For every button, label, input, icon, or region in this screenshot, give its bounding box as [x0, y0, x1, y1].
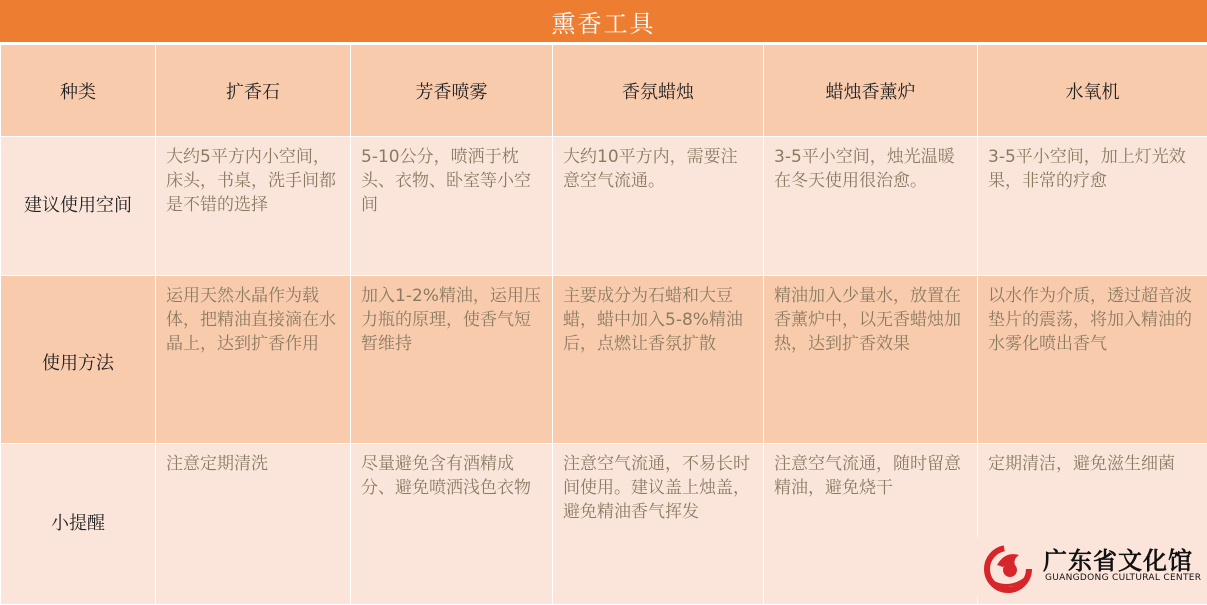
header-cell-tool: 香氛蜡烛: [553, 45, 764, 137]
logo-name-cn: 广东省文化馆: [1043, 541, 1193, 576]
header-cell-tool: 水氧机: [978, 45, 1207, 137]
table-row: [1, 276, 1207, 444]
guangdong-cultural-center-logo: [977, 537, 1205, 597]
row-label: 建议使用空间: [1, 137, 156, 276]
table-cell: 3-5平小空间，烛光温暖在冬天使用很治愈。: [764, 137, 978, 276]
row-label: 小提醒: [1, 444, 156, 605]
incense-tools-table: [0, 44, 1207, 605]
table-cell: 尽量避免含有酒精成分、避免喷洒浅色衣物: [351, 444, 553, 605]
table-title: 熏香工具: [552, 4, 656, 39]
header-cell-category: 种类: [1, 45, 156, 137]
table-cell: 3-5平小空间，加上灯光效果，非常的疗愈: [978, 137, 1207, 276]
table-cell: 5-10公分，喷洒于枕头、衣物、卧室等小空间: [351, 137, 553, 276]
table-row: [1, 137, 1207, 276]
row-label: 使用方法: [1, 276, 156, 444]
table-cell: 大约5平方内小空间，床头，书桌，洗手间都是不错的选择: [156, 137, 351, 276]
table-cell: 注意空气流通，不易长时间使用。建议盖上烛盖，避免精油香气挥发: [553, 444, 764, 605]
table-cell: 以水作为介质，透过超音波垫片的震荡，将加入精油的水雾化喷出香气: [978, 276, 1207, 444]
table-cell: 加入1-2%精油，运用压力瓶的原理，使香气短暂维持: [351, 276, 553, 444]
header-cell-tool: 芳香喷雾: [351, 45, 553, 137]
table-cell: 主要成分为石蜡和大豆蜡，蜡中加入5-8%精油后，点燃让香氛扩散: [553, 276, 764, 444]
table-cell: 精油加入少量水，放置在香薰炉中，以无香蜡烛加热，达到扩香效果: [764, 276, 978, 444]
table-cell: 大约10平方内，需要注意空气流通。: [553, 137, 764, 276]
header-row: [1, 45, 1207, 137]
table-title-bar: [0, 0, 1207, 44]
table-cell: 定期清洁，避免滋生细菌: [978, 444, 1207, 605]
cultural-center-emblem-icon: [983, 543, 1037, 593]
header-cell-tool: 扩香石: [156, 45, 351, 137]
logo-name-en: GUANGDONG CULTURAL CENTER: [1045, 573, 1201, 583]
table-cell: 注意定期清洗: [156, 444, 351, 605]
table-cell: 注意空气流通，随时留意精油，避免烧干: [764, 444, 978, 605]
header-cell-tool: 蜡烛香薰炉: [764, 45, 978, 137]
table-cell: 运用天然水晶作为载体，把精油直接滴在水晶上，达到扩香作用: [156, 276, 351, 444]
